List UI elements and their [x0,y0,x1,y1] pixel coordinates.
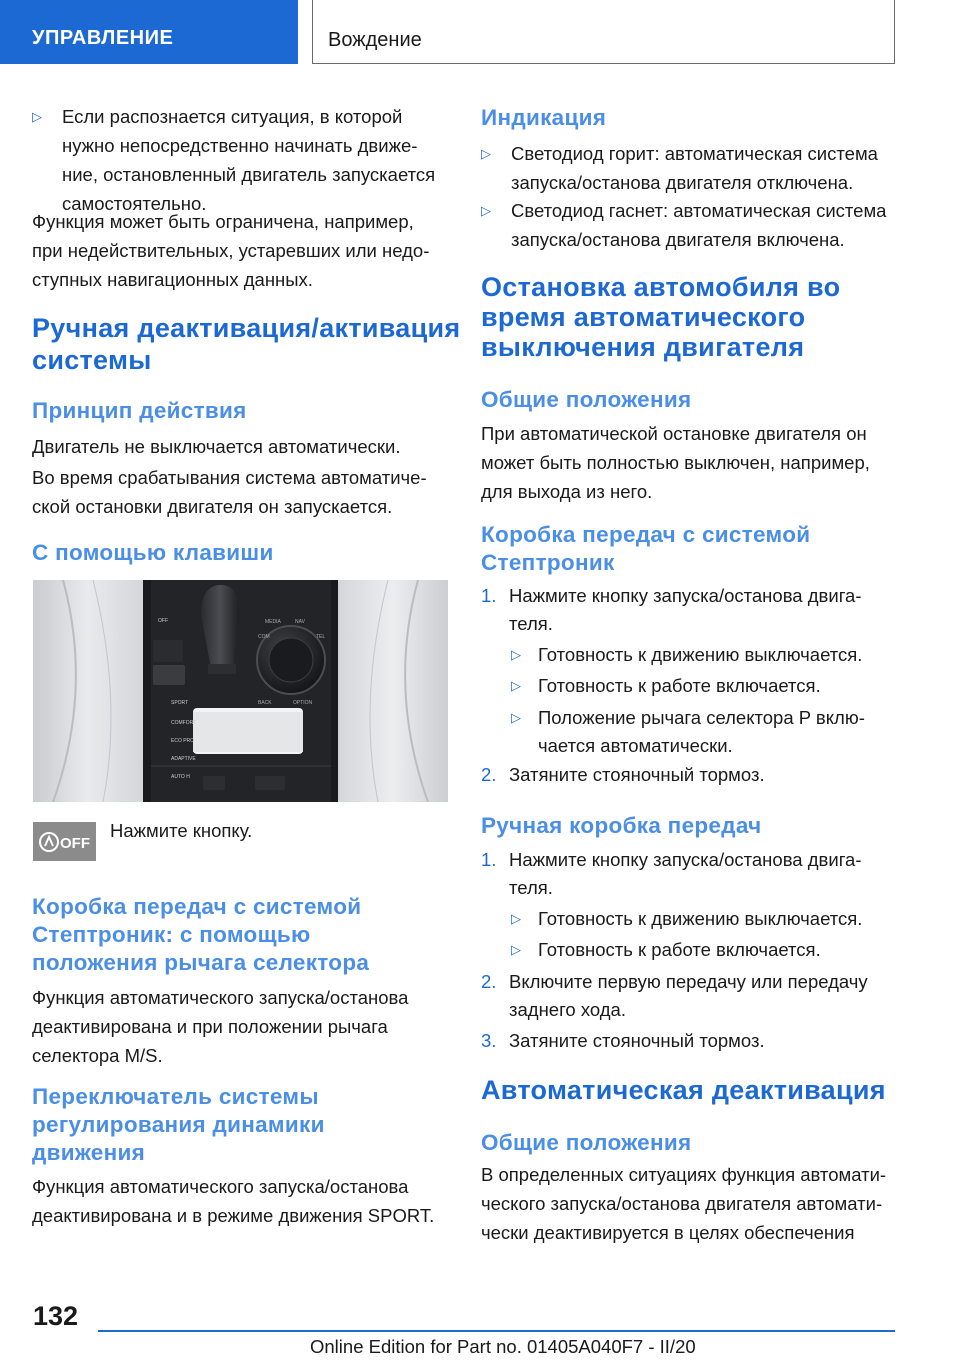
step-line: теля. [509,613,553,634]
paragraph-line: деактивирована и при положении рычага [32,1016,388,1037]
back-label: BACK [258,700,272,706]
bullet-line: Если распознается ситуация, в которой [62,106,403,127]
paragraph-line: ской остановки двигателя он запускается. [32,496,393,517]
icon-off-text: OFF [60,835,90,852]
paragraph-line: В определенных ситуациях функция автомати- [481,1164,887,1185]
section-title: УПРАВЛЕНИЕ [32,27,174,49]
step-number: 2. [481,764,497,785]
heading-stop: время автоматического [481,302,806,332]
heading-stop: Остановка автомобиля во [481,272,841,302]
paragraph-line: Функция автоматического запуска/останова [32,1176,409,1197]
auto-start-stop-off-icon [33,822,96,861]
section-tab [0,0,298,64]
heading-steptronic: Стептроник [481,550,615,575]
bullet-triangle-icon: ▷ [511,942,521,957]
heading-manual-gear: Ручная коробка передач [481,813,762,838]
media-label: MEDIA [265,619,281,625]
paragraph-line: Двигатель не выключается автоматически. [32,436,401,457]
paragraph-line: Функция автоматического запуска/останова [32,987,409,1008]
sport-label: SPORT [171,700,189,706]
nav-label: NAV [295,619,305,625]
bullet-line: Светодиод гаснет: автоматическая система [511,200,887,221]
bullet-line: самостоятельно. [62,193,207,214]
heading-driving-switch: движения [32,1140,146,1165]
comfort-label: COMFORT [171,720,197,726]
bullet-triangle-icon: ▷ [511,911,521,926]
heading-stop: выключения двигателя [481,332,805,362]
paragraph-line: ступных навигационных данных. [32,269,313,290]
bullet-line: запуска/останова двигателя включена. [511,229,845,250]
heading-general: Общие положения [481,1130,692,1155]
bullet-line: чается автоматически. [538,735,733,756]
footer-divider [98,1330,895,1332]
auto-h-label: AUTO H [171,774,190,780]
paragraph-line: чески деактивируется в целях обеспечения [481,1222,855,1243]
heading-steptronic: Коробка передач с системой [481,522,811,547]
option-label: OPTION [293,700,313,706]
heading-button: С помощью клавиши [32,540,274,565]
paragraph-line: может быть полностью выключен, например, [481,452,870,473]
off-label: OFF [158,618,168,624]
eco-pro-label: ECO PRO [171,738,195,744]
heading-driving-switch: Переключатель системы [32,1084,319,1109]
press-button-text: Нажмите кнопку. [110,820,253,841]
bullet-line: Светодиод горит: автоматическая система [511,143,878,164]
bullet-line: нужно непосредственно начинать движе- [62,135,418,156]
heading-steptronic-lever: Коробка передач с системой [32,894,362,919]
bullet-line: запуска/останова двигателя отключена. [511,172,854,193]
step-line: Затяните стояночный тормоз. [509,1030,765,1051]
step-line: Затяните стояночный тормоз. [509,764,765,785]
step-number: 3. [481,1030,497,1051]
step-number: 1. [481,585,497,606]
step-line: теля. [509,877,553,898]
footer-edition: Online Edition for Part no. 01405A040F7 - II/20 [310,1336,696,1357]
step-number: 1. [481,849,497,870]
heading-steptronic-lever: положения рычага селектора [32,950,370,975]
paragraph-line: ческого запуска/останова двигателя автомати- [481,1193,883,1214]
chapter-box [312,0,895,64]
com-label: COM [258,634,270,640]
bullet-line: ние, остановленный двигатель запускается [62,164,436,185]
paragraph-line: Во время срабатывания система автоматиче- [32,467,427,488]
step-line: Включите первую передачу или передачу [509,971,868,992]
bullet-triangle-icon: ▷ [511,647,521,662]
bullet-triangle-icon: ▷ [32,109,42,124]
heading-steptronic-lever: Стептроник: с помощью [32,922,311,947]
heading-auto-deactivation: Автоматическая деактивация [481,1075,886,1105]
bullet-triangle-icon: ▷ [511,678,521,693]
step-number: 2. [481,971,497,992]
paragraph-line: деактивирована и в режиме движения SPORT. [32,1205,435,1226]
heading-indication: Индикация [481,105,607,130]
bullet-triangle-icon: ▷ [481,203,491,218]
heading-principle: Принцип действия [32,398,247,423]
bullet-line: Готовность к движению выключается. [538,644,863,665]
step-line: заднего хода. [509,999,626,1020]
paragraph-line: для выхода из него. [481,481,653,502]
step-line: Нажмите кнопку запуска/останова двига- [509,849,862,870]
heading-manual: Ручная деактивация/активация [32,313,461,343]
paragraph-line: селектора M/S. [32,1045,163,1066]
bullet-triangle-icon: ▷ [481,146,491,161]
paragraph-line: при недействительных, устаревших или недо- [32,240,430,261]
bullet-line: Готовность к движению выключается. [538,908,863,929]
heading-general: Общие положения [481,387,692,412]
paragraph-line: Функция может быть ограничена, например, [32,211,414,232]
page-number: 132 [33,1301,79,1331]
adaptive-label: ADAPTIVE [171,756,196,762]
bullet-line: Готовность к работе включается. [538,939,821,960]
heading-manual: системы [32,345,152,375]
bullet-line: Положение рычага селектора P вклю- [538,707,865,728]
bullet-triangle-icon: ▷ [511,710,521,725]
step-line: Нажмите кнопку запуска/останова двига- [509,585,862,606]
chapter-title: Вождение [328,29,422,51]
tel-label: TEL [316,634,326,640]
heading-driving-switch: регулирования динамики [32,1112,325,1137]
console-photo [33,580,448,802]
bullet-line: Готовность к работе включается. [538,675,821,696]
paragraph-line: При автоматической остановке двигателя он [481,423,867,444]
